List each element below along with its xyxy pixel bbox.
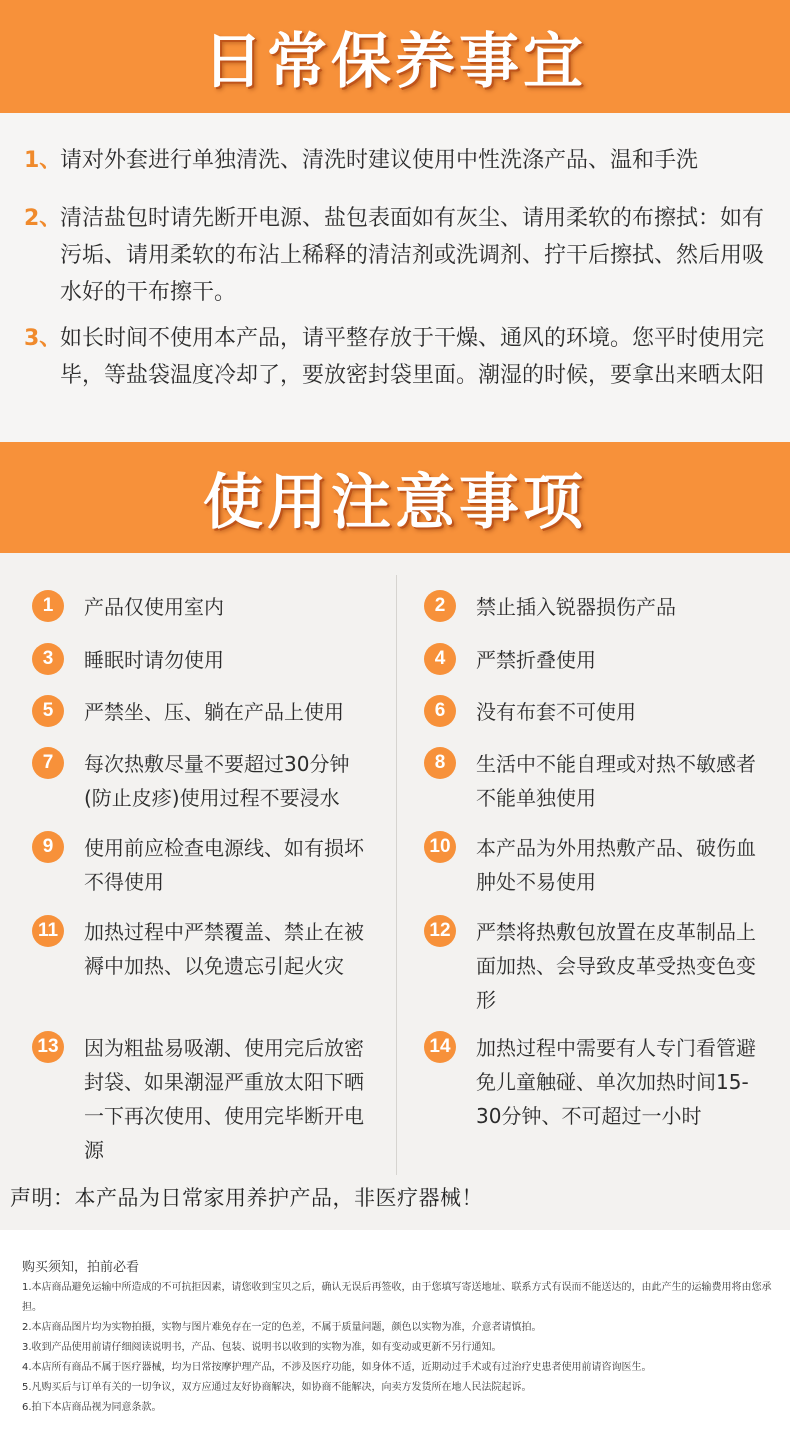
note-number-badge: 2: [424, 590, 456, 622]
note-text: 严禁折叠使用: [476, 648, 596, 672]
care-item-text: 如长时间不使用本产品，请平整存放于干燥、通风的环境。您平时使用完毕，等盐袋温度冷却了，要放密封袋里面。潮湿的时候，要拿出来晒太阳: [60, 326, 765, 388]
care-title: 日常保养事宜: [203, 26, 587, 97]
note-number-badge: 8: [424, 747, 456, 779]
note-text: 本产品为外用热敷产品、破伤血肿处不易使用: [476, 836, 756, 894]
note-text: 没有布套不可使用: [476, 700, 636, 724]
notes-banner: [0, 442, 790, 553]
note-text: 加热过程中严禁覆盖、禁止在被褥中加热、以免遗忘引起火灾: [84, 920, 364, 978]
note-item: [424, 590, 764, 624]
purchase-notice-line: 5.凡购买后与订单有关的一切争议，双方应通过友好协商解决，如协商不能解决，向卖方发货所在地人民法院起诉。: [22, 1382, 532, 1393]
purchase-notice-list: [22, 1278, 782, 1418]
note-number-badge: 9: [32, 831, 64, 863]
note-number-badge: 14: [424, 1031, 456, 1063]
notes-title: 使用注意事项: [203, 467, 587, 538]
purchase-notice-line: 6.拍下本店商品视为同意条款。: [22, 1402, 162, 1413]
note-item: [32, 831, 372, 899]
care-item: [24, 200, 774, 311]
purchase-notice-line: 4.本店所有商品不属于医疗器械，均为日常按摩护理产品，不涉及医疗功能，如身体不适，近期动过手术或有过治疗史患者使用前请咨询医生。: [22, 1362, 652, 1373]
note-item: [32, 747, 372, 815]
note-item: [424, 1031, 764, 1133]
purchase-notice-line: 2.本店商品图片均为实物拍摄，实物与图片难免存在一定的色差，不属于质量问题，颜色以实物为准，介意者请慎拍。: [22, 1322, 542, 1333]
care-section: [0, 113, 790, 442]
note-number-badge: 1: [32, 590, 64, 622]
disclaimer-statement: 声明：本产品为日常家用养护产品，非医疗器械！: [10, 1186, 483, 1210]
note-number-badge: 13: [32, 1031, 64, 1063]
note-number-badge: 5: [32, 695, 64, 727]
care-item: [24, 142, 774, 179]
care-item: [24, 320, 774, 394]
care-item-text: 请对外套进行单独清洗、清洗时建议使用中性洗涤产品、温和手洗: [60, 148, 699, 173]
note-text: 严禁将热敷包放置在皮革制品上面加热、会导致皮革受热变色变形: [476, 920, 756, 1012]
column-divider: [396, 575, 397, 1175]
note-text: 加热过程中需要有人专门看管避免儿童触碰、单次加热时间15-30分钟、不可超过一小时: [476, 1036, 756, 1128]
note-text: 睡眠时请勿使用: [84, 648, 224, 672]
care-item-number: 1、: [24, 148, 62, 173]
note-text: 严禁坐、压、躺在产品上使用: [84, 700, 344, 724]
note-text: 使用前应检查电源线、如有损坏不得使用: [84, 836, 364, 894]
note-number-badge: 6: [424, 695, 456, 727]
note-item: [32, 695, 372, 729]
note-text: 每次热敷尽量不要超过30分钟(防止皮疹)使用过程不要浸水: [84, 752, 350, 810]
care-banner: [0, 0, 790, 113]
care-item-number: 3、: [24, 326, 62, 351]
note-item: [424, 643, 764, 677]
note-number-badge: 3: [32, 643, 64, 675]
note-item: [32, 590, 372, 624]
notes-section: [0, 553, 790, 1230]
note-item: [424, 831, 764, 899]
note-item: [32, 643, 372, 677]
note-number-badge: 7: [32, 747, 64, 779]
note-text: 生活中不能自理或对热不敏感者不能单独使用: [476, 752, 756, 810]
care-item-text: 清洁盐包时请先断开电源、盐包表面如有灰尘、请用柔软的布擦拭：如有污垢、请用柔软的布沾上稀释的清洁剂或洗调剂、拧干后擦拭、然后用吸水好的干布擦干。: [60, 206, 765, 305]
note-text: 产品仅使用室内: [84, 595, 224, 619]
purchase-notice-line: 1.本店商品避免运输中所造成的不可抗拒因素，请您收到宝贝之后，确认无误后再签收，由于您填写寄送地址、联系方式有误而不能送达的，由此产生的运输费用将由您承担。: [22, 1282, 772, 1313]
note-item: [32, 1031, 372, 1167]
note-item: [32, 915, 372, 983]
note-text: 禁止插入锐器损伤产品: [476, 595, 676, 619]
note-text: 因为粗盐易吸潮、使用完后放密封袋、如果潮湿严重放太阳下晒一下再次使用、使用完毕断开电源: [84, 1036, 364, 1162]
purchase-notice: [0, 1230, 790, 1442]
note-item: [424, 695, 764, 729]
note-number-badge: 12: [424, 915, 456, 947]
note-number-badge: 11: [32, 915, 64, 947]
note-item: [424, 747, 764, 815]
note-number-badge: 10: [424, 831, 456, 863]
purchase-notice-line: 3.收到产品使用前请仔细阅读说明书，产品、包装、说明书以收到的实物为准，如有变动或更新不另行通知。: [22, 1342, 502, 1353]
note-number-badge: 4: [424, 643, 456, 675]
care-item-number: 2、: [24, 206, 62, 231]
purchase-notice-title: 购买须知，拍前必看: [22, 1260, 140, 1275]
note-item: [424, 915, 764, 1017]
